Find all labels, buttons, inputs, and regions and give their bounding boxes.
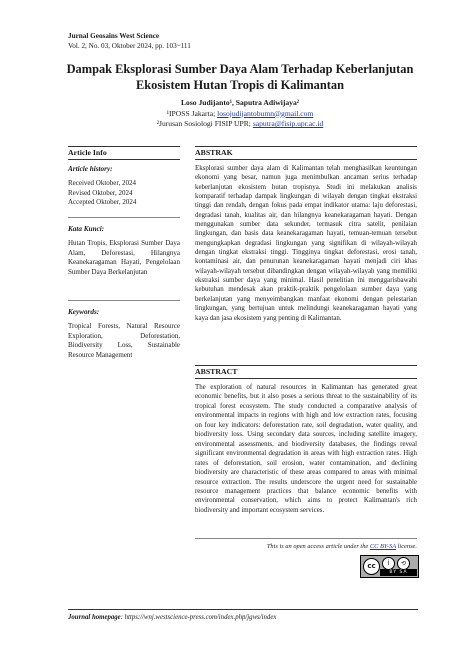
article-history-section xyxy=(68,165,180,207)
article-history-heading: Article history: xyxy=(68,165,113,173)
paper-title xyxy=(40,62,440,93)
affiliation-1-text: ¹IPOSS Jakarta; xyxy=(166,108,218,118)
open-access-suffix: license. xyxy=(396,543,417,550)
keywords-heading: Keywords: xyxy=(68,308,100,316)
kata-kunci-text: Hutan Tropis, Eksplorasi Sumber Daya Alam, Deforestasi, Hilangnya Keanekaragaman Hayati, Pengelolaan Sumber Daya Berkelanjutan xyxy=(68,239,180,276)
accepted-date: Accepted Oktober, 2024 xyxy=(68,197,137,206)
abstrak-heading: ABSTRAK xyxy=(195,148,233,157)
abstrak-top-rule xyxy=(195,146,417,147)
cc-by-sa-badge[interactable] xyxy=(360,555,419,578)
journal-homepage-footer xyxy=(68,614,418,621)
article-info-panel xyxy=(68,148,180,158)
open-access-note xyxy=(195,543,417,550)
license-link[interactable]: CC BY-SA xyxy=(369,543,397,550)
kata-kunci-divider xyxy=(68,300,180,301)
abstract-text: The exploration of natural resources in Kalimantan has generated great economic benefits, but it also poses a serious threat to the sustainability of its tropical forest ecosystem. The study conducted a comparative analysis of environmental impacts in regions with high and low extraction rates, focusing on four key indicators: deforestation rate, soil degradation, water quality, and biodiversity loss. Using secondary data sources, including satellite imagery, environmental assessments, and biodiversity databases, the findings reveal significant environmental degradation in areas with high extraction rates. High rates of deforestation, soil erosion, water contamination, and declining biodiversity are characteristic of these areas compared to areas with minimal resource extraction. The results underscore the urgent need for sustainable resource management practices that balance economic benefits with environmental conservation, which aims to protect Kalimantan's rich biodiversity and important ecosystem services. xyxy=(195,384,417,514)
attribution-icon: i xyxy=(382,557,395,570)
author-block xyxy=(40,98,440,130)
abstract-end-rule xyxy=(195,538,417,539)
abstrak-bottom-rule xyxy=(195,159,417,160)
author-2-email-link[interactable]: saputra@fisip.upr.ac.id xyxy=(252,119,324,129)
kata-kunci-heading: Kata Kunci: xyxy=(68,225,105,233)
keywords-text: Tropical Forests, Natural Resource Exploration, Deforestation, Biodiversity Loss, Sustainable Resource Management xyxy=(68,322,180,359)
abstract-bottom-rule xyxy=(195,378,417,379)
journal-issue: Vol. 2, No. 03, Oktober 2024, pp. 103~111 xyxy=(68,41,191,50)
abstrak-text: Eksplorasi sumber daya alam di Kalimantan telah menghasilkan keuntungan ekonomi yang besar, namun juga menimbulkan ancaman serius terhadap keberlanjutan ekosistem hutan tropisnya. Studi ini melakukan analisis komparatif terhadap dampak lingkungan di wilayah dengan tingkat ekstraksi tinggi dan rendah, dengan fokus pada empat indikator utama: laju deforestasi, degradasi tanah, kualitas air, dan hilangnya keanekaragaman hayati. Dengan menggunakan sumber data sekunder, termasuk citra satelit, penilaian lingkungan, dan basis data keanekaragaman hayati, temuan-temuan tersebut mengungkapkan degradasi lingkungan yang signifikan di wilayah-wilayah dengan tingkat ekstraksi tinggi. Tingginya tingkat deforestasi, erosi tanah, kontaminasi air, dan penurunan keanekaragaman hayati menjadi ciri khas wilayah-wilayah tersebut dibandingkan dengan wilayah-wilayah yang memiliki ekstraksi sumber daya yang minimal. Hasil penelitian ini menggarisbawahi kebutuhan mendesak akan praktik-praktik pengelolaan sumber daya yang berkelanjutan yang menyeimbangkan manfaat ekonomi dengan pelestarian lingkungan, yang bertujuan untuk melindungi keanekaragaman hayati yang kaya dan jasa ekosistem yang penting di Kalimantan. xyxy=(195,165,417,322)
cc-badge-label: BY SA xyxy=(380,569,417,576)
journal-header xyxy=(68,32,191,51)
affiliation-1 xyxy=(40,109,440,120)
author-1-email-link[interactable]: losojudijantobumn@gmail.com xyxy=(217,108,314,118)
journal-homepage-label: Journal homepage xyxy=(68,614,121,621)
creative-commons-icon: cc xyxy=(363,558,380,575)
share-alike-icon: ⟲ xyxy=(397,557,410,570)
journal-homepage-url[interactable]: : https://wnj.westscience-press.com/index.php/jgws/index xyxy=(120,614,277,621)
revised-date: Revised Oktober, 2024 xyxy=(68,188,133,197)
received-date: Received Oktober, 2024 xyxy=(68,179,136,188)
paper-title-line-2: Ekosistem Hutan Tropis di Kalimantan xyxy=(136,77,344,92)
keywords-section xyxy=(68,308,180,360)
footer-rule xyxy=(68,609,418,610)
history-divider xyxy=(68,217,180,218)
journal-name: Jurnal Geosains West Science xyxy=(68,32,160,40)
abstract-top-rule xyxy=(195,365,417,366)
open-access-prefix: This is an open access article under the xyxy=(266,543,370,550)
article-info-top-rule xyxy=(68,146,180,147)
article-info-bottom-rule xyxy=(68,159,180,160)
article-info-heading: Article Info xyxy=(68,148,107,157)
author-names: Loso Judijanto¹, Saputra Adiwijaya² xyxy=(180,98,300,107)
abstract-heading: ABSTRACT xyxy=(195,367,238,376)
paper-title-line-1: Dampak Eksplorasi Sumber Daya Alam Terhadap Keberlanjutan xyxy=(66,62,414,76)
abstrak-section xyxy=(195,148,417,158)
kata-kunci-section xyxy=(68,225,180,277)
affiliation-2 xyxy=(40,119,440,130)
affiliation-2-text: ²Jurusan Sosiologi FISIP UPR; xyxy=(156,119,253,129)
abstract-section xyxy=(195,367,417,377)
